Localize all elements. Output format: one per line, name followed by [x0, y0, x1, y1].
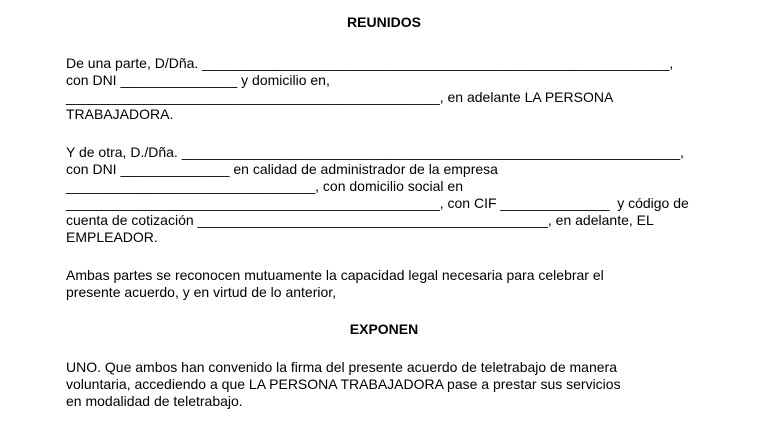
party1-line-2: con DNI _______________ y domicilio en,	[66, 72, 330, 88]
heading-exponen: EXPONEN	[349, 321, 419, 337]
party1-line-3: ________________________________________________, en adelante LA PERSONA	[66, 89, 614, 105]
party2-line-2: con DNI ______________ en calidad de administrador de la empresa	[66, 161, 498, 177]
party2-line-3: ________________________________, con domicilio social en	[66, 178, 464, 194]
uno-line-2: voluntaria, accediendo a que LA PERSONA TRABAJADORA pase a prestar sus servicios	[66, 376, 621, 392]
party2-line-1: Y de otra, D./Dña. ________________________________________________________________,	[66, 144, 684, 160]
uno-line-1: UNO. Que ambos han convenido la firma del presente acuerdo de teletrabajo de manera	[66, 359, 617, 375]
party2-line-6: EMPLEADOR.	[66, 229, 158, 245]
party2-line-4: ________________________________________________, con CIF ______________ y código de	[66, 195, 689, 211]
heading-reunidos: REUNIDOS	[347, 14, 421, 30]
party1-line-1: De una parte, D/Dña. ____________________________________________________________,	[66, 55, 674, 71]
recognition-line-1: Ambas partes se reconocen mutuamente la capacidad legal necesaria para celebrar el	[66, 267, 604, 283]
party2-line-5: cuenta de cotización _____________________________________________, en adelante, EL	[66, 212, 654, 228]
party1-line-4: TRABAJADORA.	[66, 106, 174, 122]
uno-line-3: en modalidad de teletrabajo.	[66, 393, 243, 409]
recognition-line-2: presente acuerdo, y en virtud de lo anterior,	[66, 284, 337, 300]
